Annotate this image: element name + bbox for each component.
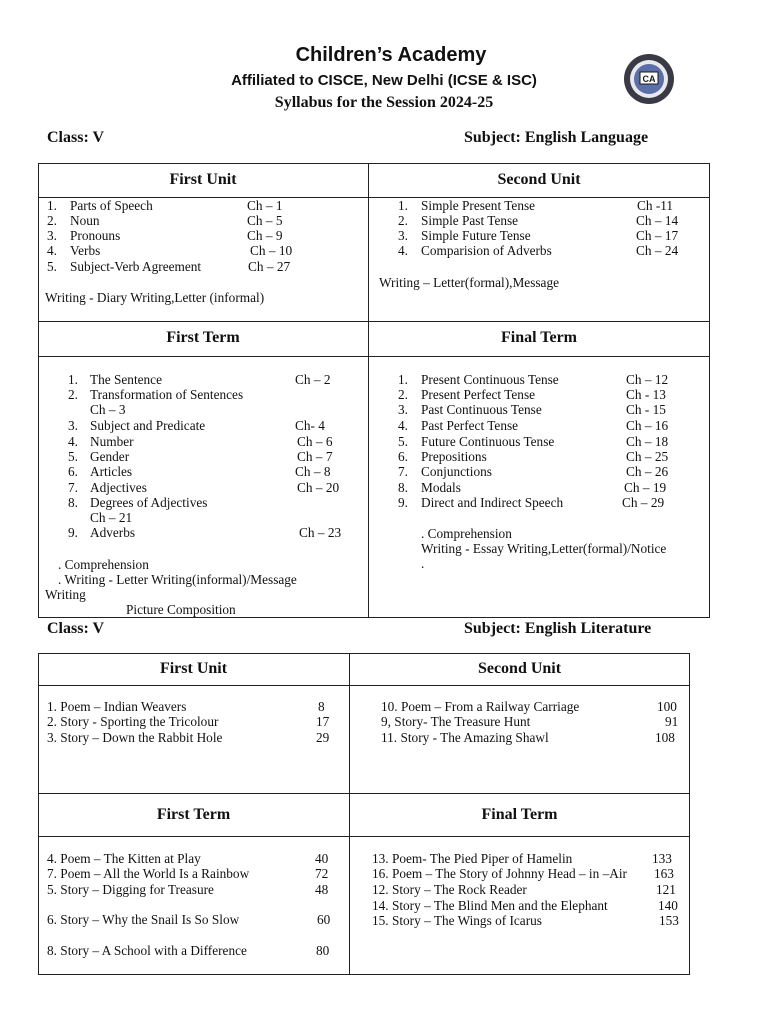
list-item-no: 3. — [398, 228, 408, 243]
list-item-no: 1. — [398, 198, 408, 213]
language-table-divider — [368, 163, 369, 618]
literature-class-label: Class: V — [47, 620, 105, 637]
literature-row-line-2 — [38, 793, 690, 794]
language-first-term-writing-3: Picture Composition — [126, 602, 236, 617]
list-item-no: 8. — [398, 480, 408, 495]
list-item-topic: Future Continuous Tense — [421, 434, 555, 449]
list-item-page: 153 — [659, 913, 679, 928]
list-item-no: 9. — [68, 525, 78, 540]
literature-row-line-3 — [38, 836, 690, 837]
list-item-no: 3. — [68, 418, 78, 433]
list-item-chapter: Ch – 29 — [622, 495, 665, 510]
list-item-page: 17 — [316, 714, 330, 729]
list-item-no: 5. — [47, 259, 57, 274]
list-item-title: 16. Poem – The Story of Johnny Head – in –Air — [372, 866, 627, 881]
literature-final-term-title: Final Term — [481, 806, 558, 823]
list-item-title: 7. Poem – All the World Is a Rainbow — [47, 866, 250, 881]
list-item-chapter: Ch – 24 — [636, 243, 679, 258]
school-name: Children’s Academy — [295, 44, 487, 66]
list-item-title: 4. Poem – The Kitten at Play — [47, 851, 201, 866]
list-item-no: 2. — [68, 387, 78, 402]
language-first-term-title: First Term — [166, 329, 240, 346]
list-item-no: 2. — [398, 387, 408, 402]
list-item-page: 60 — [317, 912, 331, 927]
session-title: Syllabus for the Session 2024-25 — [274, 94, 494, 111]
list-item-title: 3. Story – Down the Rabbit Hole — [47, 730, 223, 745]
list-item-chapter: Ch – 25 — [626, 449, 669, 464]
list-item-topic: Adjectives — [90, 480, 147, 495]
list-item-topic: Conjunctions — [421, 464, 492, 479]
list-item-topic: Prepositions — [421, 449, 487, 464]
list-item-page: 100 — [657, 699, 677, 714]
list-item-no: 4. — [47, 243, 57, 258]
list-item-topic: Degrees of Adjectives — [90, 495, 208, 510]
language-class-label: Class: V — [47, 129, 105, 146]
language-final-term-comprehension: . Comprehension — [421, 526, 512, 541]
list-item-topic: Subject-Verb Agreement — [70, 259, 202, 274]
list-item-chapter: Ch - 15 — [626, 402, 666, 417]
list-item-topic: Number — [90, 434, 134, 449]
language-first-term-comprehension: . Comprehension — [58, 557, 149, 572]
list-item-title: 2. Story - Sporting the Tricolour — [47, 714, 219, 729]
literature-row-line-1 — [38, 685, 690, 686]
list-item-title: 5. Story – Digging for Treasure — [47, 882, 214, 897]
list-item-chapter: Ch – 20 — [297, 480, 340, 495]
list-item-topic: Past Perfect Tense — [421, 418, 519, 433]
language-row-line-3 — [38, 356, 710, 357]
list-item-page: 80 — [316, 943, 330, 958]
list-item-page: 40 — [315, 851, 329, 866]
list-item-title: 13. Poem- The Pied Piper of Hamelin — [372, 851, 573, 866]
list-item-no: 2. — [47, 213, 57, 228]
list-item-chapter: Ch – 8 — [295, 464, 331, 479]
literature-second-unit-title: Second Unit — [477, 660, 562, 677]
list-item-chapter: Ch - 13 — [626, 387, 666, 402]
list-item-chapter: Ch – 1 — [247, 198, 283, 213]
list-item-page: 163 — [654, 866, 674, 881]
list-item-no: 4. — [68, 434, 78, 449]
list-item-topic: Pronouns — [70, 228, 121, 243]
list-item-chapter: Ch – 26 — [626, 464, 669, 479]
list-item-chapter: Ch – 27 — [248, 259, 291, 274]
literature-subject-label: Subject: English Literature — [464, 620, 652, 637]
list-item-title: 9, Story- The Treasure Hunt — [381, 714, 531, 729]
literature-first-unit-title: First Unit — [159, 660, 228, 677]
list-item-topic: Simple Present Tense — [421, 198, 536, 213]
list-item-topic: Noun — [70, 213, 100, 228]
school-logo — [623, 53, 675, 105]
list-item-chapter: Ch – 2 — [295, 372, 331, 387]
list-item-chapter: Ch – 9 — [247, 228, 283, 243]
language-first-unit-title: First Unit — [169, 171, 237, 188]
list-item-chapter: Ch – 17 — [636, 228, 679, 243]
list-item-chapter: Ch – 12 — [626, 372, 669, 387]
list-item-topic: The Sentence — [90, 372, 162, 387]
list-item-topic: Past Continuous Tense — [421, 402, 542, 417]
language-row-line-2 — [38, 321, 710, 322]
list-item-chapter: Ch – 18 — [626, 434, 669, 449]
language-final-term-dot: . — [421, 556, 425, 571]
list-item-no: 1. — [68, 372, 78, 387]
list-item-topic: Ch – 3 — [90, 402, 126, 417]
list-item-topic: Simple Past Tense — [421, 213, 519, 228]
literature-first-term-title: First Term — [156, 806, 231, 823]
language-second-unit-title: Second Unit — [497, 171, 581, 188]
list-item-chapter: Ch – 16 — [626, 418, 669, 433]
list-item-page: 121 — [656, 882, 676, 897]
list-item-page: 48 — [315, 882, 329, 897]
list-item-no: 2. — [398, 213, 408, 228]
list-item-chapter: Ch – 7 — [297, 449, 333, 464]
list-item-topic: Comparision of Adverbs — [421, 243, 552, 258]
list-item-page: 108 — [655, 730, 675, 745]
list-item-no: 1. — [398, 372, 408, 387]
list-item-chapter: Ch – 19 — [624, 480, 667, 495]
list-item-title: 8. Story – A School with a Difference — [47, 943, 247, 958]
list-item-no: 4. — [398, 418, 408, 433]
language-first-term-writing-2: Writing — [45, 587, 86, 602]
language-first-term-writing-1: . Writing - Letter Writing(informal)/Message — [58, 572, 297, 587]
affiliation: Affiliated to CISCE, New Delhi (ICSE & ISC) — [231, 72, 537, 89]
list-item-no: 1. — [47, 198, 57, 213]
list-item-title: 14. Story – The Blind Men and the Elephant — [372, 898, 608, 913]
list-item-no: 5. — [398, 434, 408, 449]
list-item-chapter: Ch – 6 — [297, 434, 333, 449]
language-second-unit-writing: Writing – Letter(formal),Message — [379, 275, 560, 290]
language-first-unit-writing: Writing - Diary Writing,Letter (informal) — [45, 290, 265, 305]
logo-text: CA — [642, 74, 656, 84]
list-item-topic: Adverbs — [90, 525, 136, 540]
list-item-chapter: Ch – 5 — [247, 213, 283, 228]
list-item-no: 7. — [68, 480, 78, 495]
list-item-page: 133 — [652, 851, 672, 866]
list-item-no: 5. — [68, 449, 78, 464]
list-item-page: 29 — [316, 730, 330, 745]
list-item-page: 8 — [318, 699, 325, 714]
list-item-no: 9. — [398, 495, 408, 510]
language-final-term-writing: Writing - Essay Writing,Letter(formal)/Notice — [421, 541, 667, 556]
list-item-topic: Simple Future Tense — [421, 228, 531, 243]
list-item-title: 15. Story – The Wings of Icarus — [372, 913, 542, 928]
list-item-page: 140 — [658, 898, 678, 913]
list-item-topic: Gender — [90, 449, 130, 464]
list-item-topic: Articles — [90, 464, 133, 479]
list-item-chapter: Ch- 4 — [295, 418, 325, 433]
list-item-page: 72 — [315, 866, 329, 881]
list-item-title: 1. Poem – Indian Weavers — [47, 699, 187, 714]
list-item-topic: Direct and Indirect Speech — [421, 495, 564, 510]
list-item-topic: Verbs — [70, 243, 101, 258]
list-item-no: 6. — [68, 464, 78, 479]
list-item-title: 12. Story – The Rock Reader — [372, 882, 527, 897]
list-item-topic: Parts of Speech — [70, 198, 153, 213]
list-item-no: 6. — [398, 449, 408, 464]
list-item-chapter: Ch – 23 — [299, 525, 342, 540]
list-item-title: 6. Story – Why the Snail Is So Slow — [47, 912, 240, 927]
list-item-title: 10. Poem – From a Railway Carriage — [381, 699, 580, 714]
language-final-term-title: Final Term — [500, 329, 577, 346]
list-item-title: 11. Story - The Amazing Shawl — [381, 730, 549, 745]
language-subject-label: Subject: English Language — [464, 129, 649, 146]
list-item-page: 91 — [665, 714, 679, 729]
list-item-topic: Present Perfect Tense — [421, 387, 536, 402]
list-item-topic: Modals — [421, 480, 461, 495]
list-item-topic: Transformation of Sentences — [90, 387, 244, 402]
list-item-no: 8. — [68, 495, 78, 510]
list-item-chapter: Ch – 10 — [250, 243, 293, 258]
list-item-no: 3. — [398, 402, 408, 417]
list-item-topic: Present Continuous Tense — [421, 372, 559, 387]
list-item-no: 3. — [47, 228, 57, 243]
list-item-chapter: Ch – 14 — [636, 213, 679, 228]
list-item-chapter: Ch -11 — [637, 198, 674, 213]
list-item-no: 4. — [398, 243, 408, 258]
list-item-topic: Subject and Predicate — [90, 418, 206, 433]
list-item-no: 7. — [398, 464, 408, 479]
list-item-topic: Ch – 21 — [90, 510, 133, 525]
